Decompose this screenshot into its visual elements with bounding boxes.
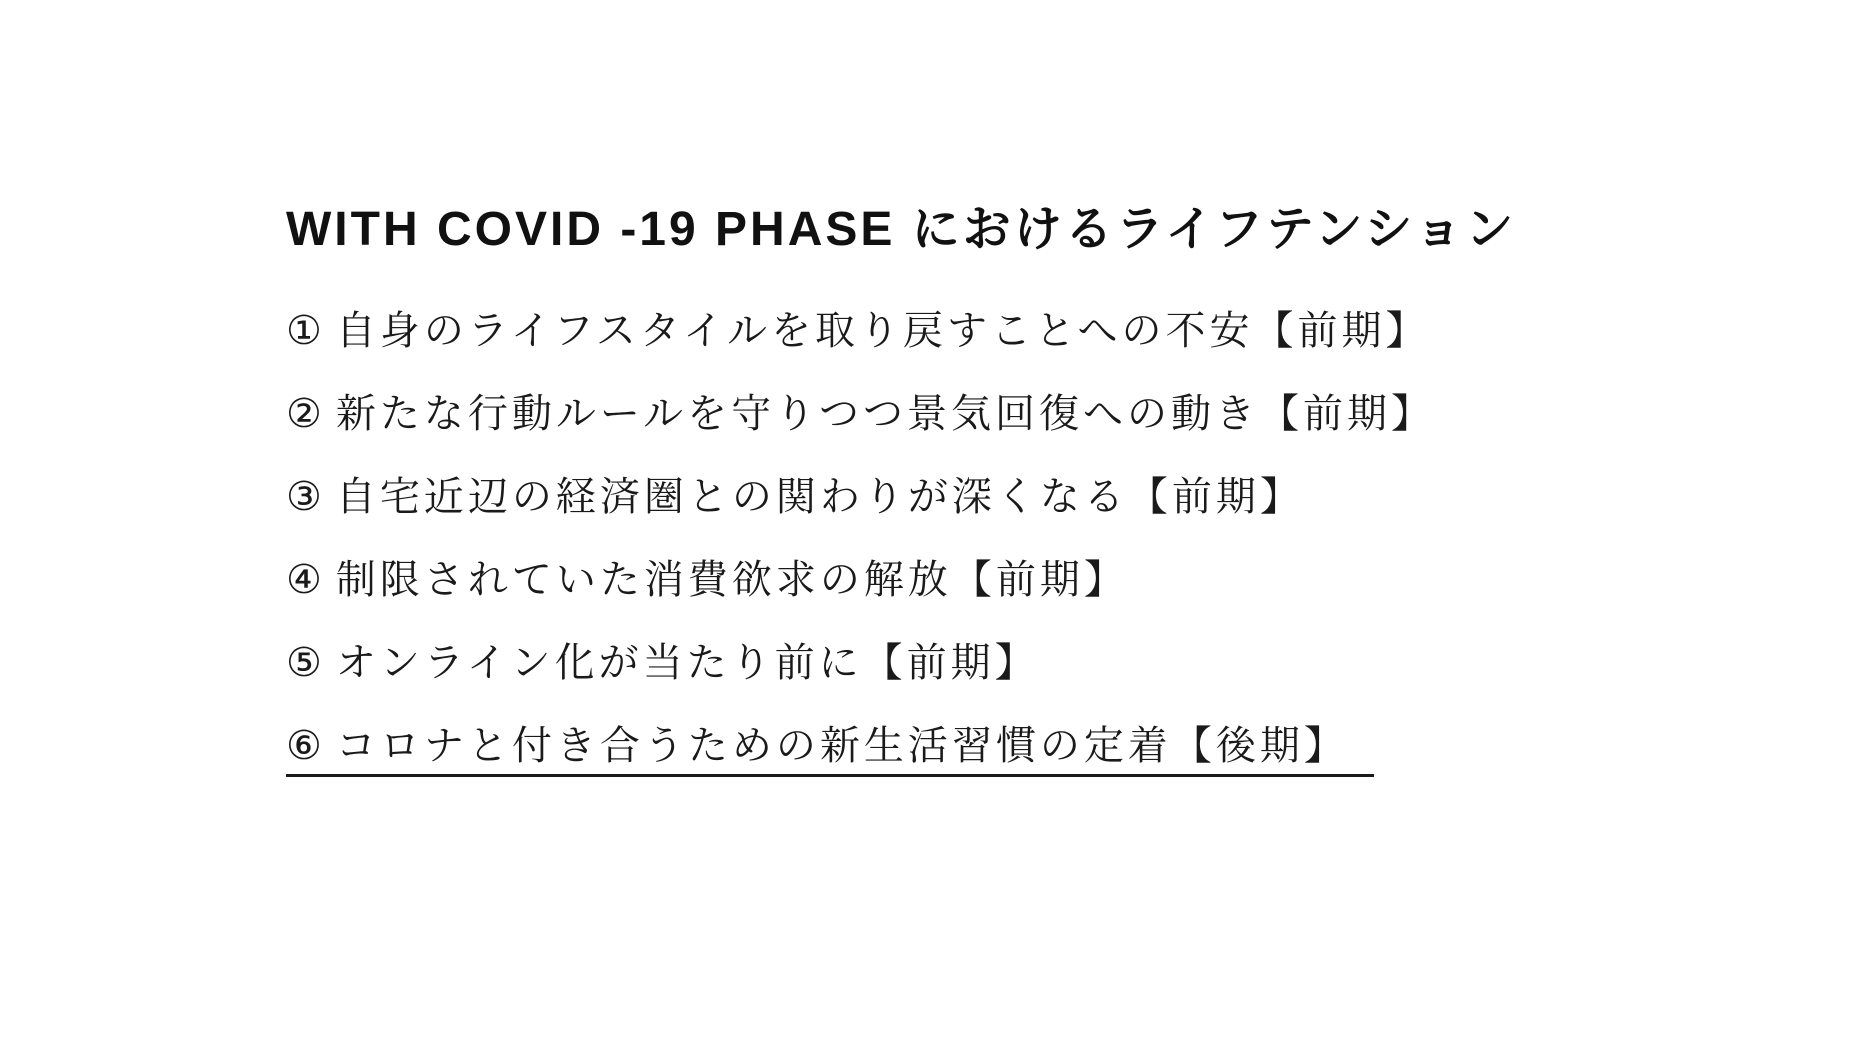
phase-tag: 【前期】 bbox=[1259, 392, 1436, 436]
list-item-text: コロナと付き合うための新生活習慣の定着 bbox=[335, 724, 1172, 768]
phase-tag: 【前期】 bbox=[862, 641, 1039, 685]
phase-list bbox=[286, 311, 1736, 777]
list-item bbox=[286, 311, 1736, 359]
list-item-line bbox=[286, 643, 1039, 691]
list-item-text: 自身のライフスタイルを取り戻すことへの不安 bbox=[335, 309, 1254, 353]
list-item bbox=[286, 394, 1736, 442]
list-item-text: オンライン化が当たり前に bbox=[335, 641, 863, 685]
circled-number-4: ④ bbox=[286, 558, 326, 602]
list-item-text: 新たな行動ルールを守りつつ景気回復への動き bbox=[335, 392, 1260, 436]
phase-tag: 【後期】 bbox=[1171, 724, 1348, 768]
list-item-line bbox=[286, 726, 1374, 777]
list-item-text: 制限されていた消費欲求の解放 bbox=[335, 558, 952, 602]
slide-content bbox=[286, 190, 1736, 812]
circled-number-3: ③ bbox=[286, 475, 326, 519]
page-title: WITH COVID -19 PHASE におけるライフテンション bbox=[286, 203, 1517, 256]
list-item bbox=[286, 477, 1736, 525]
circled-number-5: ⑤ bbox=[286, 641, 326, 685]
list-item-text: 自宅近辺の経済圏との関わりが深くなる bbox=[335, 475, 1128, 519]
list-item bbox=[286, 726, 1736, 777]
list-item bbox=[286, 560, 1736, 608]
list-item bbox=[286, 643, 1736, 691]
phase-tag: 【前期】 bbox=[951, 558, 1128, 602]
phase-tag: 【前期】 bbox=[1127, 475, 1304, 519]
circled-number-1: ① bbox=[286, 309, 326, 353]
phase-tag: 【前期】 bbox=[1253, 309, 1430, 353]
circled-number-2: ② bbox=[286, 392, 326, 436]
list-item-line bbox=[286, 311, 1429, 359]
list-item-line bbox=[286, 560, 1128, 608]
list-item-line bbox=[286, 394, 1435, 442]
list-item-line bbox=[286, 477, 1304, 525]
circled-number-6: ⑥ bbox=[286, 724, 326, 768]
